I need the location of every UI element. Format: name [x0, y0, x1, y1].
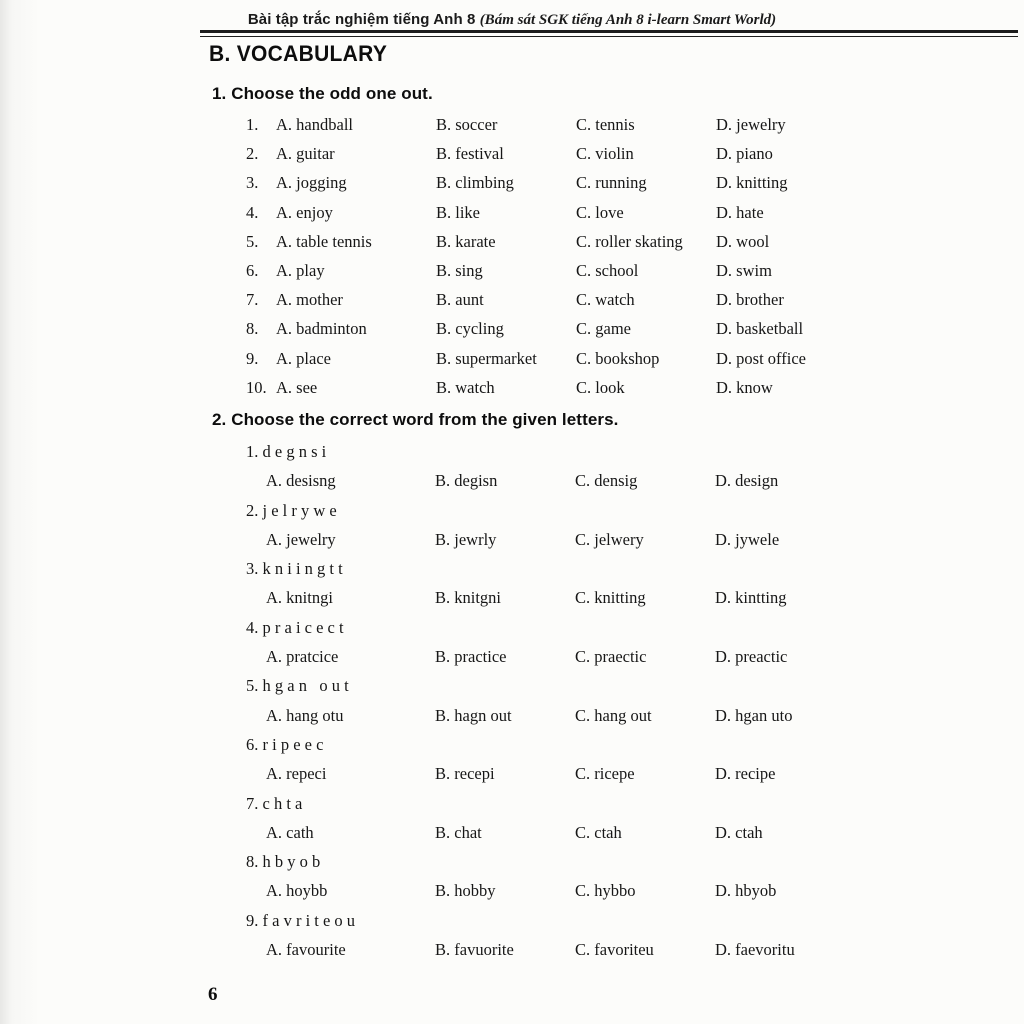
option-b: B. climbing [436, 173, 514, 193]
option-d: D. design [715, 471, 779, 491]
scrambled-word: 4. p r a i c e c t [246, 617, 344, 637]
option-c: C. ricepe [575, 764, 635, 784]
word-item [246, 496, 1024, 555]
option-d: D. hbyob [715, 881, 777, 901]
option-c: C. favoriteu [575, 939, 654, 959]
question-number: 10. [246, 377, 267, 397]
option-c: C. watch [576, 290, 635, 310]
exercise1-questions [246, 110, 1024, 402]
question-row [246, 314, 1024, 343]
question-number: 5. [246, 231, 259, 251]
word-options [266, 583, 1024, 612]
exercise2-title: 2. Choose the correct word from the given letters. [212, 410, 619, 429]
word-item [246, 847, 1024, 906]
question-row [246, 168, 1024, 197]
option-c: C. densig [575, 471, 638, 491]
option-a: A. badminton [276, 319, 367, 339]
question-row [246, 285, 1024, 314]
option-d: D. wool [716, 231, 770, 251]
option-d: D. post office [716, 348, 806, 368]
option-c: C. look [576, 377, 625, 397]
question-number: 1. [246, 115, 259, 134]
scrambled-word: 1. d e g n s i [246, 442, 327, 461]
option-d: D. know [716, 377, 773, 397]
option-d: D. brother [716, 290, 784, 310]
header-subtitle: (Bám sát SGK tiếng Anh 8 i-learn Smart World) [479, 12, 777, 28]
option-b: B. practice [435, 646, 507, 666]
option-d: D. hgan uto [715, 705, 793, 725]
option-b: B. festival [436, 144, 504, 164]
scrambled-word: 5. h g a n o u t [246, 676, 349, 696]
option-c: C. ctah [575, 822, 622, 842]
option-d: D. kintting [715, 588, 787, 608]
option-a: A. see [276, 377, 318, 397]
scrambled-word: 8. h b y o b [246, 852, 321, 872]
option-b: B. favuorite [435, 939, 514, 959]
scrambled-word: 3. k n i i n g t t [246, 559, 343, 579]
option-a: A. desisng [266, 471, 336, 491]
scrambled-word: 2. j e l r y w e [246, 500, 337, 520]
option-d: D. ctah [715, 822, 763, 842]
option-c: C. running [576, 173, 647, 193]
word-item [246, 789, 1024, 848]
option-b: B. aunt [436, 290, 484, 310]
option-c: C. love [576, 202, 624, 222]
word-options [266, 818, 1024, 847]
option-b: B. hobby [435, 881, 496, 901]
word-item [246, 906, 1024, 965]
question-row [246, 227, 1024, 256]
option-b: B. cycling [436, 319, 504, 339]
option-d: D. piano [716, 144, 773, 164]
word-item [246, 730, 1024, 789]
option-a: A. repeci [266, 764, 327, 784]
option-c: C. roller skating [576, 231, 683, 251]
word-options [266, 759, 1024, 788]
option-c: C. jelwery [575, 529, 644, 549]
option-a: A. jogging [276, 173, 347, 193]
option-c: C. school [576, 261, 639, 281]
option-a: A. jewelry [266, 529, 336, 549]
header-rule-thick [200, 30, 1018, 33]
word-item [246, 437, 1024, 496]
option-a: A. enjoy [276, 202, 333, 222]
option-d: D. jewelry [716, 115, 786, 134]
option-c: C. violin [576, 144, 634, 164]
option-b: B. jewrly [435, 529, 497, 549]
question-number: 6. [246, 261, 259, 281]
option-a: A. cath [266, 822, 314, 842]
option-d: D. basketball [716, 319, 804, 339]
word-options [266, 525, 1024, 554]
question-row [246, 198, 1024, 227]
option-a: A. mother [276, 290, 343, 310]
option-a: A. place [276, 348, 331, 368]
page-number: 6 [208, 984, 218, 1005]
question-number: 4. [246, 202, 259, 222]
question-number: 8. [246, 319, 259, 339]
scrambled-word: 9. f a v r i t e o u [246, 910, 356, 930]
header-rule-thin [200, 36, 1018, 37]
question-row [246, 139, 1024, 168]
option-a: A. guitar [276, 144, 335, 164]
option-d: D. recipe [715, 764, 776, 784]
option-d: D. hate [716, 202, 764, 222]
option-b: B. supermarket [436, 348, 537, 368]
option-c: C. praectic [575, 646, 647, 666]
option-c: C. bookshop [576, 348, 660, 368]
question-row [246, 256, 1024, 285]
scrambled-word: 7. c h t a [246, 793, 303, 813]
option-b: B. hagn out [435, 705, 512, 725]
option-d: D. knitting [716, 173, 788, 193]
question-row [246, 373, 1024, 402]
option-b: B. karate [436, 231, 496, 251]
question-number: 7. [246, 290, 259, 310]
question-number: 2. [246, 144, 259, 164]
section-title: B. VOCABULARY [209, 42, 388, 67]
option-b: B. watch [436, 377, 495, 397]
option-b: B. soccer [436, 115, 498, 134]
option-c: C. game [576, 319, 631, 339]
option-a: A. favourite [266, 939, 346, 959]
option-b: B. recepi [435, 764, 495, 784]
option-b: B. degisn [435, 471, 498, 491]
option-b: B. knitgni [435, 588, 502, 608]
page-header [0, 11, 1024, 29]
question-row [246, 344, 1024, 373]
word-options [266, 466, 1024, 495]
option-b: B. sing [436, 261, 483, 281]
scrambled-word: 6. r i p e e c [246, 734, 324, 754]
option-b: B. chat [435, 822, 482, 842]
word-options [266, 876, 1024, 905]
word-options [266, 935, 1024, 964]
option-c: C. tennis [576, 115, 635, 134]
option-a: A. table tennis [276, 231, 372, 251]
option-a: A. hang otu [266, 705, 344, 725]
option-b: B. like [436, 202, 480, 222]
question-row [246, 110, 1024, 139]
exercise1-title: 1. Choose the odd one out. [212, 84, 433, 103]
word-options [266, 701, 1024, 730]
option-c: C. hang out [575, 705, 652, 725]
word-item [246, 613, 1024, 672]
word-options [266, 642, 1024, 671]
option-a: A. play [276, 261, 325, 281]
header-title: Bài tập trắc nghiệm tiếng Anh 8 [247, 11, 480, 28]
question-number: 3. [246, 173, 259, 193]
exercise2-items [246, 437, 1024, 964]
option-a: A. pratcice [266, 646, 339, 666]
option-d: D. preactic [715, 646, 788, 666]
option-d: D. faevoritu [715, 939, 795, 959]
question-number: 9. [246, 348, 259, 368]
option-d: D. swim [716, 261, 772, 281]
option-a: A. hoybb [266, 881, 328, 901]
word-item [246, 554, 1024, 613]
option-c: C. knitting [575, 588, 646, 608]
option-d: D. jywele [715, 529, 780, 549]
option-c: C. hybbo [575, 881, 636, 901]
option-a: A. handball [276, 115, 353, 134]
option-a: A. knitngi [266, 588, 333, 608]
word-item [246, 671, 1024, 730]
